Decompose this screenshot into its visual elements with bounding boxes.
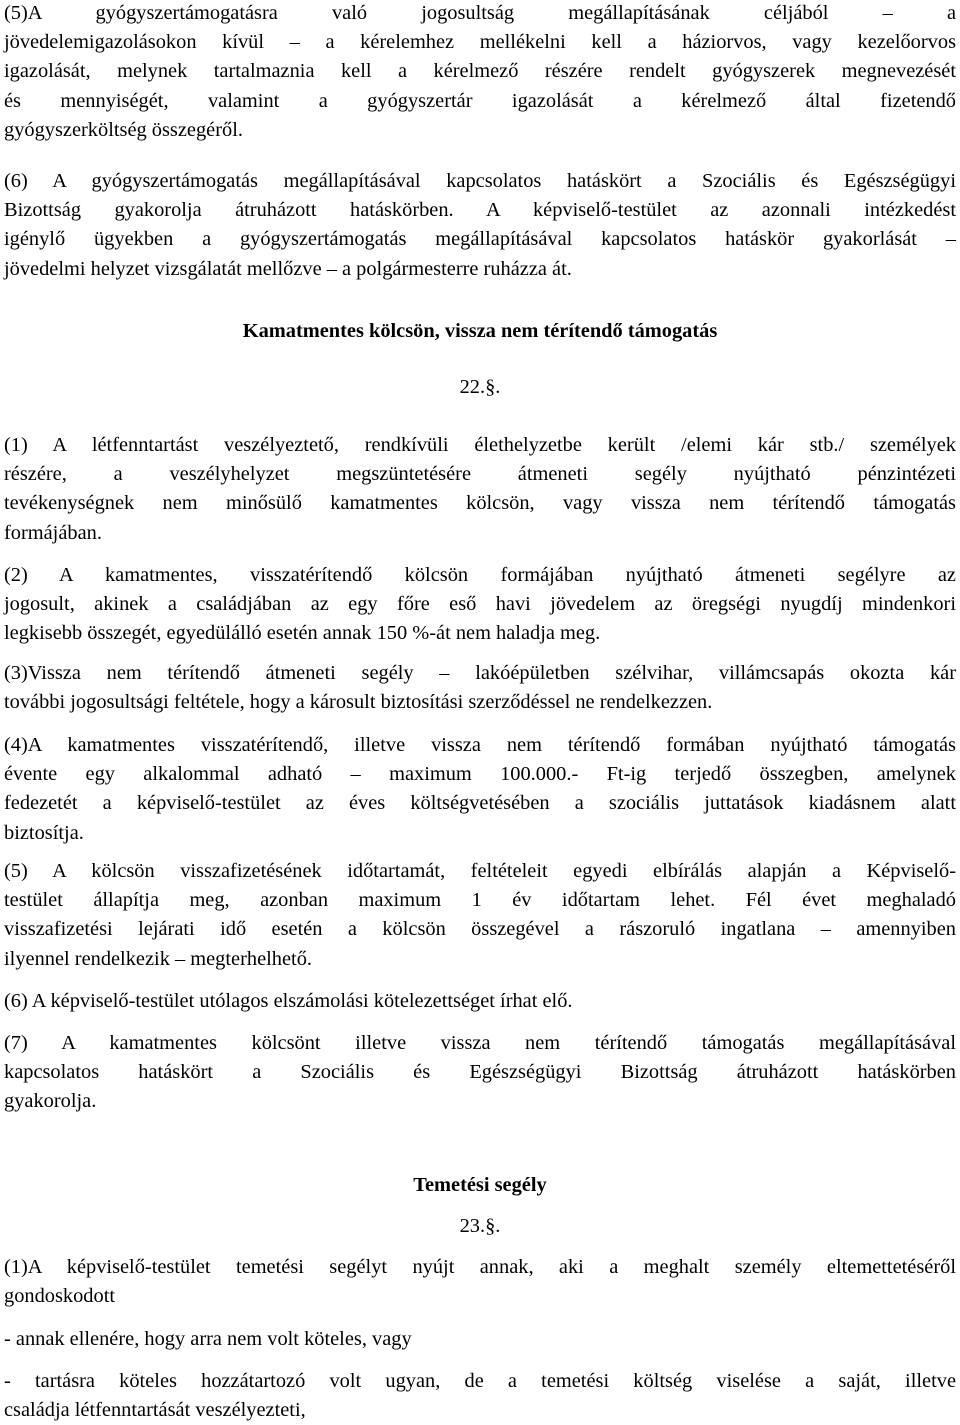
- text-line: ilyennel rendelkezik – megterhelhető.: [4, 947, 313, 970]
- text-line: (4)A kamatmentes visszatérítendő, illetve vissza nem térítendő formában nyújtható támogatás: [4, 734, 956, 756]
- text-line: gyógyszerköltség összegéről.: [4, 118, 243, 141]
- section-22-number: 22.§.: [459, 376, 501, 398]
- section-23-title: Temetési segély: [413, 1174, 547, 1196]
- text-line: (1) A létfenntartást veszélyeztető, rendkívüli élethelyzetbe került /elemi kár stb./ személyek: [4, 434, 956, 456]
- text-line: - annak ellenére, hogy arra nem volt köteles, vagy: [4, 1328, 412, 1350]
- paragraph-6-hataskor: [4, 167, 956, 284]
- text-line: (6) A képviselő-testület utólagos elszámolási kötelezettséget írhat elő.: [4, 990, 573, 1012]
- text-line: és mennyiségét, valamint a gyógyszertár igazolását a kérelmező által fizetendő: [4, 89, 956, 112]
- text-line: - tartásra köteles hozzátartozó volt ugyan, de a temetési költség viselése a saját, illetve: [4, 1370, 956, 1392]
- text-line: igénylő ügyekben a gyógyszertámogatás megállapításával kapcsolatos hatáskör gyakorlását –: [4, 228, 956, 251]
- section-22-paragraph-4: [4, 731, 956, 848]
- section-22-paragraph-5: [4, 857, 956, 974]
- section-22-paragraph-6: [4, 987, 956, 1016]
- text-line: (1)A képviselő-testület temetési segélyt nyújt annak, aki a meghalt személy eltemettetéséről: [4, 1256, 956, 1278]
- text-line: (5)A gyógyszertámogatásra való jogosultság megállapításának céljából – a: [4, 2, 956, 24]
- text-line: tevékenységnek nem minősülő kamatmentes kölcsön, vagy vissza nem térítendő támogatás: [4, 492, 956, 515]
- text-line: gyakorolja.: [4, 1090, 97, 1113]
- section-22-title: Kamatmentes kölcsön, vissza nem térítendő támogatás: [242, 320, 718, 342]
- section-23-list-item: [4, 1367, 956, 1425]
- text-line: formájában.: [4, 521, 102, 544]
- text-line: legkisebb összegét, egyedülálló esetén annak 150 %-át nem haladja meg.: [4, 622, 601, 645]
- text-line: (7) A kamatmentes kölcsönt illetve vissza nem térítendő támogatás megállapításával: [4, 1032, 956, 1054]
- text-line: (5) A kölcsön visszafizetésének időtartamát, feltételeit egyedi elbírálás alapján a Képviselő-: [4, 860, 956, 882]
- paragraph-5-gyogyszertamogatas: [4, 0, 956, 145]
- text-line: jövedelemigazolásokon kívül – a kérelemhez mellékelni kell a háziorvos, vagy kezelőorvos: [4, 31, 956, 54]
- text-line: igazolását, melynek tartalmaznia kell a kérelmező részére rendelt gyógyszerek megnevezését: [4, 60, 956, 83]
- section-23-paragraph-1: [4, 1253, 956, 1311]
- text-line: részére, a veszélyhelyzet megszüntetésére átmeneti segély nyújtható pénzintézeti: [4, 463, 956, 486]
- text-line: (2) A kamatmentes, visszatérítendő kölcsön formájában nyújtható átmeneti segélyre az: [4, 564, 956, 586]
- text-line: évente egy alkalommal adható – maximum 100.000.- Ft-ig terjedő összegben, amelynek: [4, 763, 956, 786]
- text-line: kapcsolatos hatáskört a Szociális és Egészségügyi Bizottság átruházott hatáskörben: [4, 1061, 956, 1084]
- text-line: Bizottság gyakorolja átruházott hatáskörben. A képviselő-testület az azonnali intézkedést: [4, 199, 956, 222]
- section-23-number: 23.§.: [459, 1215, 501, 1237]
- text-line: további jogosultsági feltétele, hogy a károsult biztosítási szerződéssel ne rendelkezzen.: [4, 691, 713, 714]
- text-line: jogosult, akinek a családjában az egy főre eső havi jövedelem az öregségi nyugdíj mindenkori: [4, 593, 956, 616]
- text-line: (6) A gyógyszertámogatás megállapításával kapcsolatos hatáskört a Szociális és Egészségügyi: [4, 170, 956, 192]
- text-line: testület állapítja meg, azonban maximum 1 év időtartam lehet. Fél évet meghaladó: [4, 889, 956, 912]
- section-22-paragraph-1: [4, 431, 956, 548]
- text-line: gondoskodott: [4, 1285, 116, 1308]
- text-line: fedezetét a képviselő-testület az éves költségvetésében a szociális juttatások kiadásnem alatt: [4, 792, 956, 815]
- section-23-list-item: [4, 1325, 956, 1354]
- text-line: családja létfenntartását veszélyezteti,: [4, 1399, 306, 1422]
- text-line: biztosítja.: [4, 821, 84, 844]
- section-22-paragraph-7: [4, 1029, 956, 1117]
- text-line: (3)Vissza nem térítendő átmeneti segély – lakóépületben szélvihar, villámcsapás okozta kár: [4, 662, 956, 684]
- section-22-paragraph-2: [4, 561, 956, 649]
- text-line: jövedelmi helyzet vizsgálatát mellőzve – a polgármesterre ruházza át.: [4, 257, 572, 280]
- section-22-paragraph-3: [4, 659, 956, 717]
- text-line: visszafizetési lejárati idő esetén a kölcsön összegével a rászoruló ingatlana – amennyiben: [4, 918, 956, 941]
